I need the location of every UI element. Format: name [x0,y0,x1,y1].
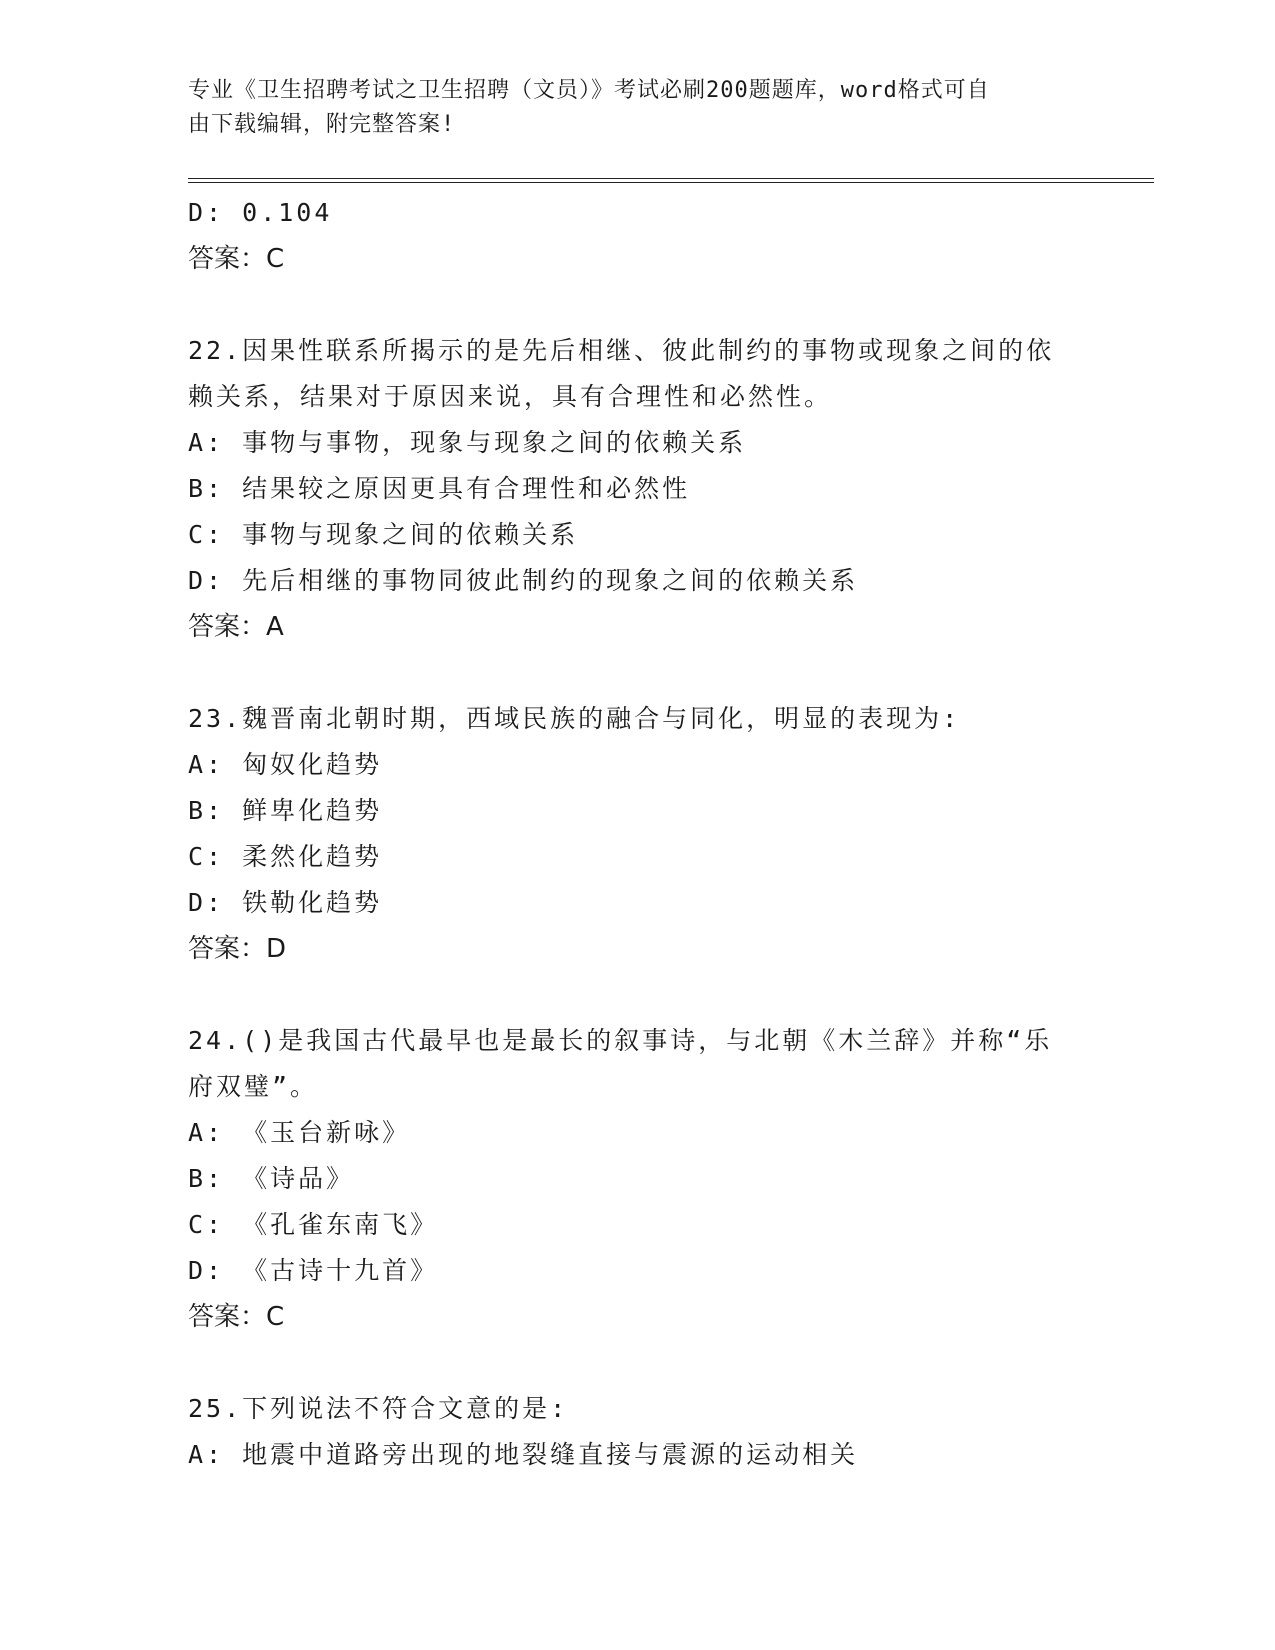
q25-option-a: A: 地震中道路旁出现的地裂缝直接与震源的运动相关 [188,1440,859,1469]
question-24 [188,1018,1088,1340]
spacer [188,282,1088,328]
header-divider-top [188,178,1154,179]
q25-stem-line-1: 25.下列说法不符合文意的是: [188,1394,569,1423]
question-23 [188,696,1088,972]
q21-option-d: D: 0.104 [188,198,333,227]
q24-option-b: B: 《诗品》 [188,1164,355,1193]
q23-option-b: B: 鲜卑化趋势 [188,796,383,825]
q22-option-d: D: 先后相继的事物同彼此制约的现象之间的依赖关系 [188,566,859,595]
question-25 [188,1386,1088,1478]
q24-option-a: A: 《玉台新咏》 [188,1118,411,1147]
q21-answer: 答案：C [188,244,285,274]
header-line-2: 由下载编辑，附完整答案! [188,112,456,137]
spacer [188,650,1088,696]
page-header [188,74,1088,142]
q23-option-c: C: 柔然化趋势 [188,842,383,871]
header-line-1: 专业《卫生招聘考试之卫生招聘（文员）》考试必刷200题题库，word格式可自 [188,78,990,103]
q22-option-b: B: 结果较之原因更具有合理性和必然性 [188,474,691,503]
q23-answer: 答案：D [188,934,287,964]
question-content [188,190,1088,1478]
q23-option-a: A: 匈奴化趋势 [188,750,383,779]
q23-option-d: D: 铁勒化趋势 [188,888,383,917]
q24-answer: 答案：C [188,1302,285,1332]
q22-answer: 答案：A [188,612,284,642]
spacer [188,1340,1088,1386]
q24-option-c: C: 《孔雀东南飞》 [188,1210,439,1239]
q23-stem-line-1: 23.魏晋南北朝时期，西域民族的融合与同化，明显的表现为: [188,704,961,733]
header-divider-bottom [188,182,1154,183]
q22-stem-line-1: 22.因果性联系所揭示的是先后相继、彼此制约的事物或现象之间的依 [188,336,1055,365]
q24-stem-line-2: 府双璧”。 [188,1072,319,1101]
question-22 [188,328,1088,650]
q22-stem-line-2: 赖关系，结果对于原因来说，具有合理性和必然性。 [188,382,833,411]
q22-option-a: A: 事物与事物，现象与现象之间的依赖关系 [188,428,747,457]
q24-stem-line-1: 24.()是我国古代最早也是最长的叙事诗，与北朝《木兰辞》并称“乐 [188,1026,1053,1055]
q24-option-d: D: 《古诗十九首》 [188,1256,439,1285]
spacer [188,972,1088,1018]
q22-option-c: C: 事物与现象之间的依赖关系 [188,520,579,549]
